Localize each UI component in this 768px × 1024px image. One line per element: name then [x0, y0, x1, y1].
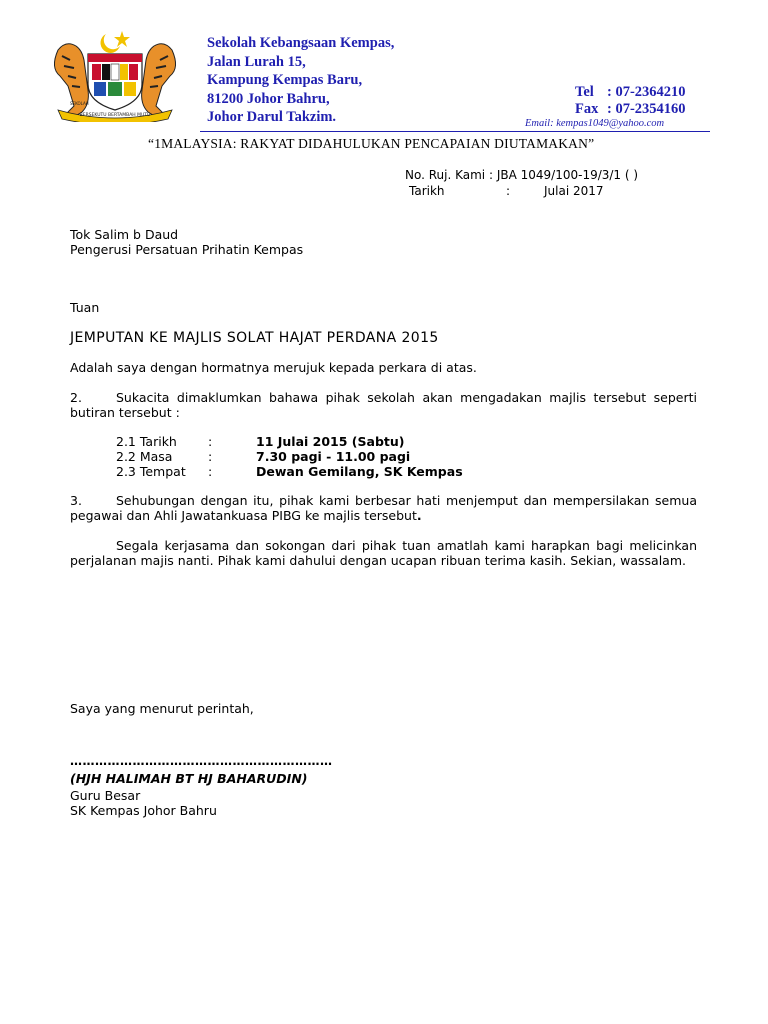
paragraph-3-text: Sehubungan dengan itu, pihak kami berbesar hati menjemput dan mempersilakan semua pegawai dan Ahli Jawatankuasa PIBG ke majlis tersebut — [70, 493, 697, 523]
reference-label: No. Ruj. Kami — [405, 168, 486, 182]
signatory-position: Guru Besar — [70, 788, 141, 803]
address-line-1: Jalan Lurah 15, — [207, 53, 306, 70]
date-colon: : — [506, 184, 511, 198]
address-line-3: 81200 Johor Bahru, — [207, 90, 330, 107]
signatory-block — [70, 788, 217, 818]
detail-label: 2.1 Tarikh — [116, 434, 177, 449]
crest-side-text: SEKOLAH — [70, 101, 89, 106]
salutation: Tuan — [70, 300, 100, 315]
reference-block — [405, 167, 638, 199]
paragraph-2-text: Sukacita dimaklumkan bahawa pihak sekolah akan mengadakan majlis tersebut seperti butiran tersebut : — [70, 390, 697, 420]
detail-label: 2.2 Masa — [116, 449, 173, 464]
telephone-line — [575, 84, 686, 101]
motto-heading: “1MALAYSIA: RAKYAT DIDAHULUKAN PENCAPAIAN DIUTAMAKAN” — [148, 136, 595, 151]
paragraph-2 — [70, 390, 697, 420]
tiger-left-icon — [54, 44, 88, 118]
detail-row — [116, 449, 410, 464]
letter-subject: JEMPUTAN KE MAJLIS SOLAT HAJAT PERDANA 2015 — [70, 330, 439, 346]
date-value: Julai 2017 — [544, 184, 604, 198]
email-address: Email: kempas1049@yahoo.com — [525, 118, 665, 129]
reference-value: : JBA 1049/100-19/3/1 ( ) — [488, 168, 639, 182]
address-line-2: Kampung Kempas Baru, — [207, 72, 363, 88]
detail-colon: : — [208, 464, 213, 479]
paragraph-3-end: . — [416, 508, 422, 523]
tel-label: Tel — [575, 84, 594, 100]
date-label: Tarikh — [409, 184, 445, 198]
contact-info — [575, 84, 686, 118]
recipient-name: Tok Salim b Daud — [70, 227, 179, 242]
detail-row — [116, 464, 463, 479]
detail-label: 2.3 Tempat — [116, 464, 186, 479]
address-line-4: Johor Darul Takzim. — [207, 109, 337, 125]
reference-number-line — [405, 167, 638, 183]
signatory-organisation: SK Kempas Johor Bahru — [70, 803, 217, 818]
detail-colon: : — [208, 449, 213, 464]
fax-line — [575, 101, 686, 118]
paragraph-1: Adalah saya dengan hormatnya merujuk kepada perkara di atas. — [70, 360, 477, 375]
tel-value: : 07-2364210 — [607, 84, 686, 100]
detail-colon: : — [208, 434, 213, 449]
detail-value: Dewan Gemilang, SK Kempas — [256, 464, 463, 479]
paragraph-4-text: Segala kerjasama dan sokongan dari pihak tuan amatlah kami harapkan bagi melicinkan perjalanan majis nanti. Pihak kami dahului dengan ucapan ribuan terima kasih. Sekian, wassalam. — [70, 538, 697, 568]
school-name: Sekolah Kebangsaan Kempas, — [207, 35, 395, 51]
signatory-name: (HJH HALIMAH BT HJ BAHARUDIN) — [70, 771, 308, 786]
tiger-right-icon — [142, 44, 176, 118]
detail-row — [116, 434, 404, 449]
recipient-block — [70, 227, 303, 257]
paragraph-2-number: 2. — [70, 390, 82, 405]
school-address — [207, 34, 394, 127]
fax-label: Fax — [575, 101, 599, 117]
paragraph-3-number: 3. — [70, 493, 82, 508]
date-line — [405, 183, 638, 199]
paragraph-4 — [70, 538, 697, 568]
crest-motto-text: BERSEKUTU BERTAMBAH MUTU — [79, 113, 151, 118]
detail-value: 7.30 pagi - 11.00 pagi — [256, 449, 411, 464]
recipient-title: Pengerusi Persatuan Prihatin Kempas — [70, 242, 304, 257]
closing-line: Saya yang menurut perintah, — [70, 701, 254, 716]
detail-value: 11 Julai 2015 (Sabtu) — [256, 434, 405, 449]
paragraph-3 — [70, 493, 697, 523]
signature-line: ……………………………………………………… — [70, 754, 333, 768]
letterhead-divider — [200, 131, 710, 132]
fax-value: : 07-2354160 — [607, 101, 686, 117]
coat-of-arms-logo — [48, 30, 182, 122]
